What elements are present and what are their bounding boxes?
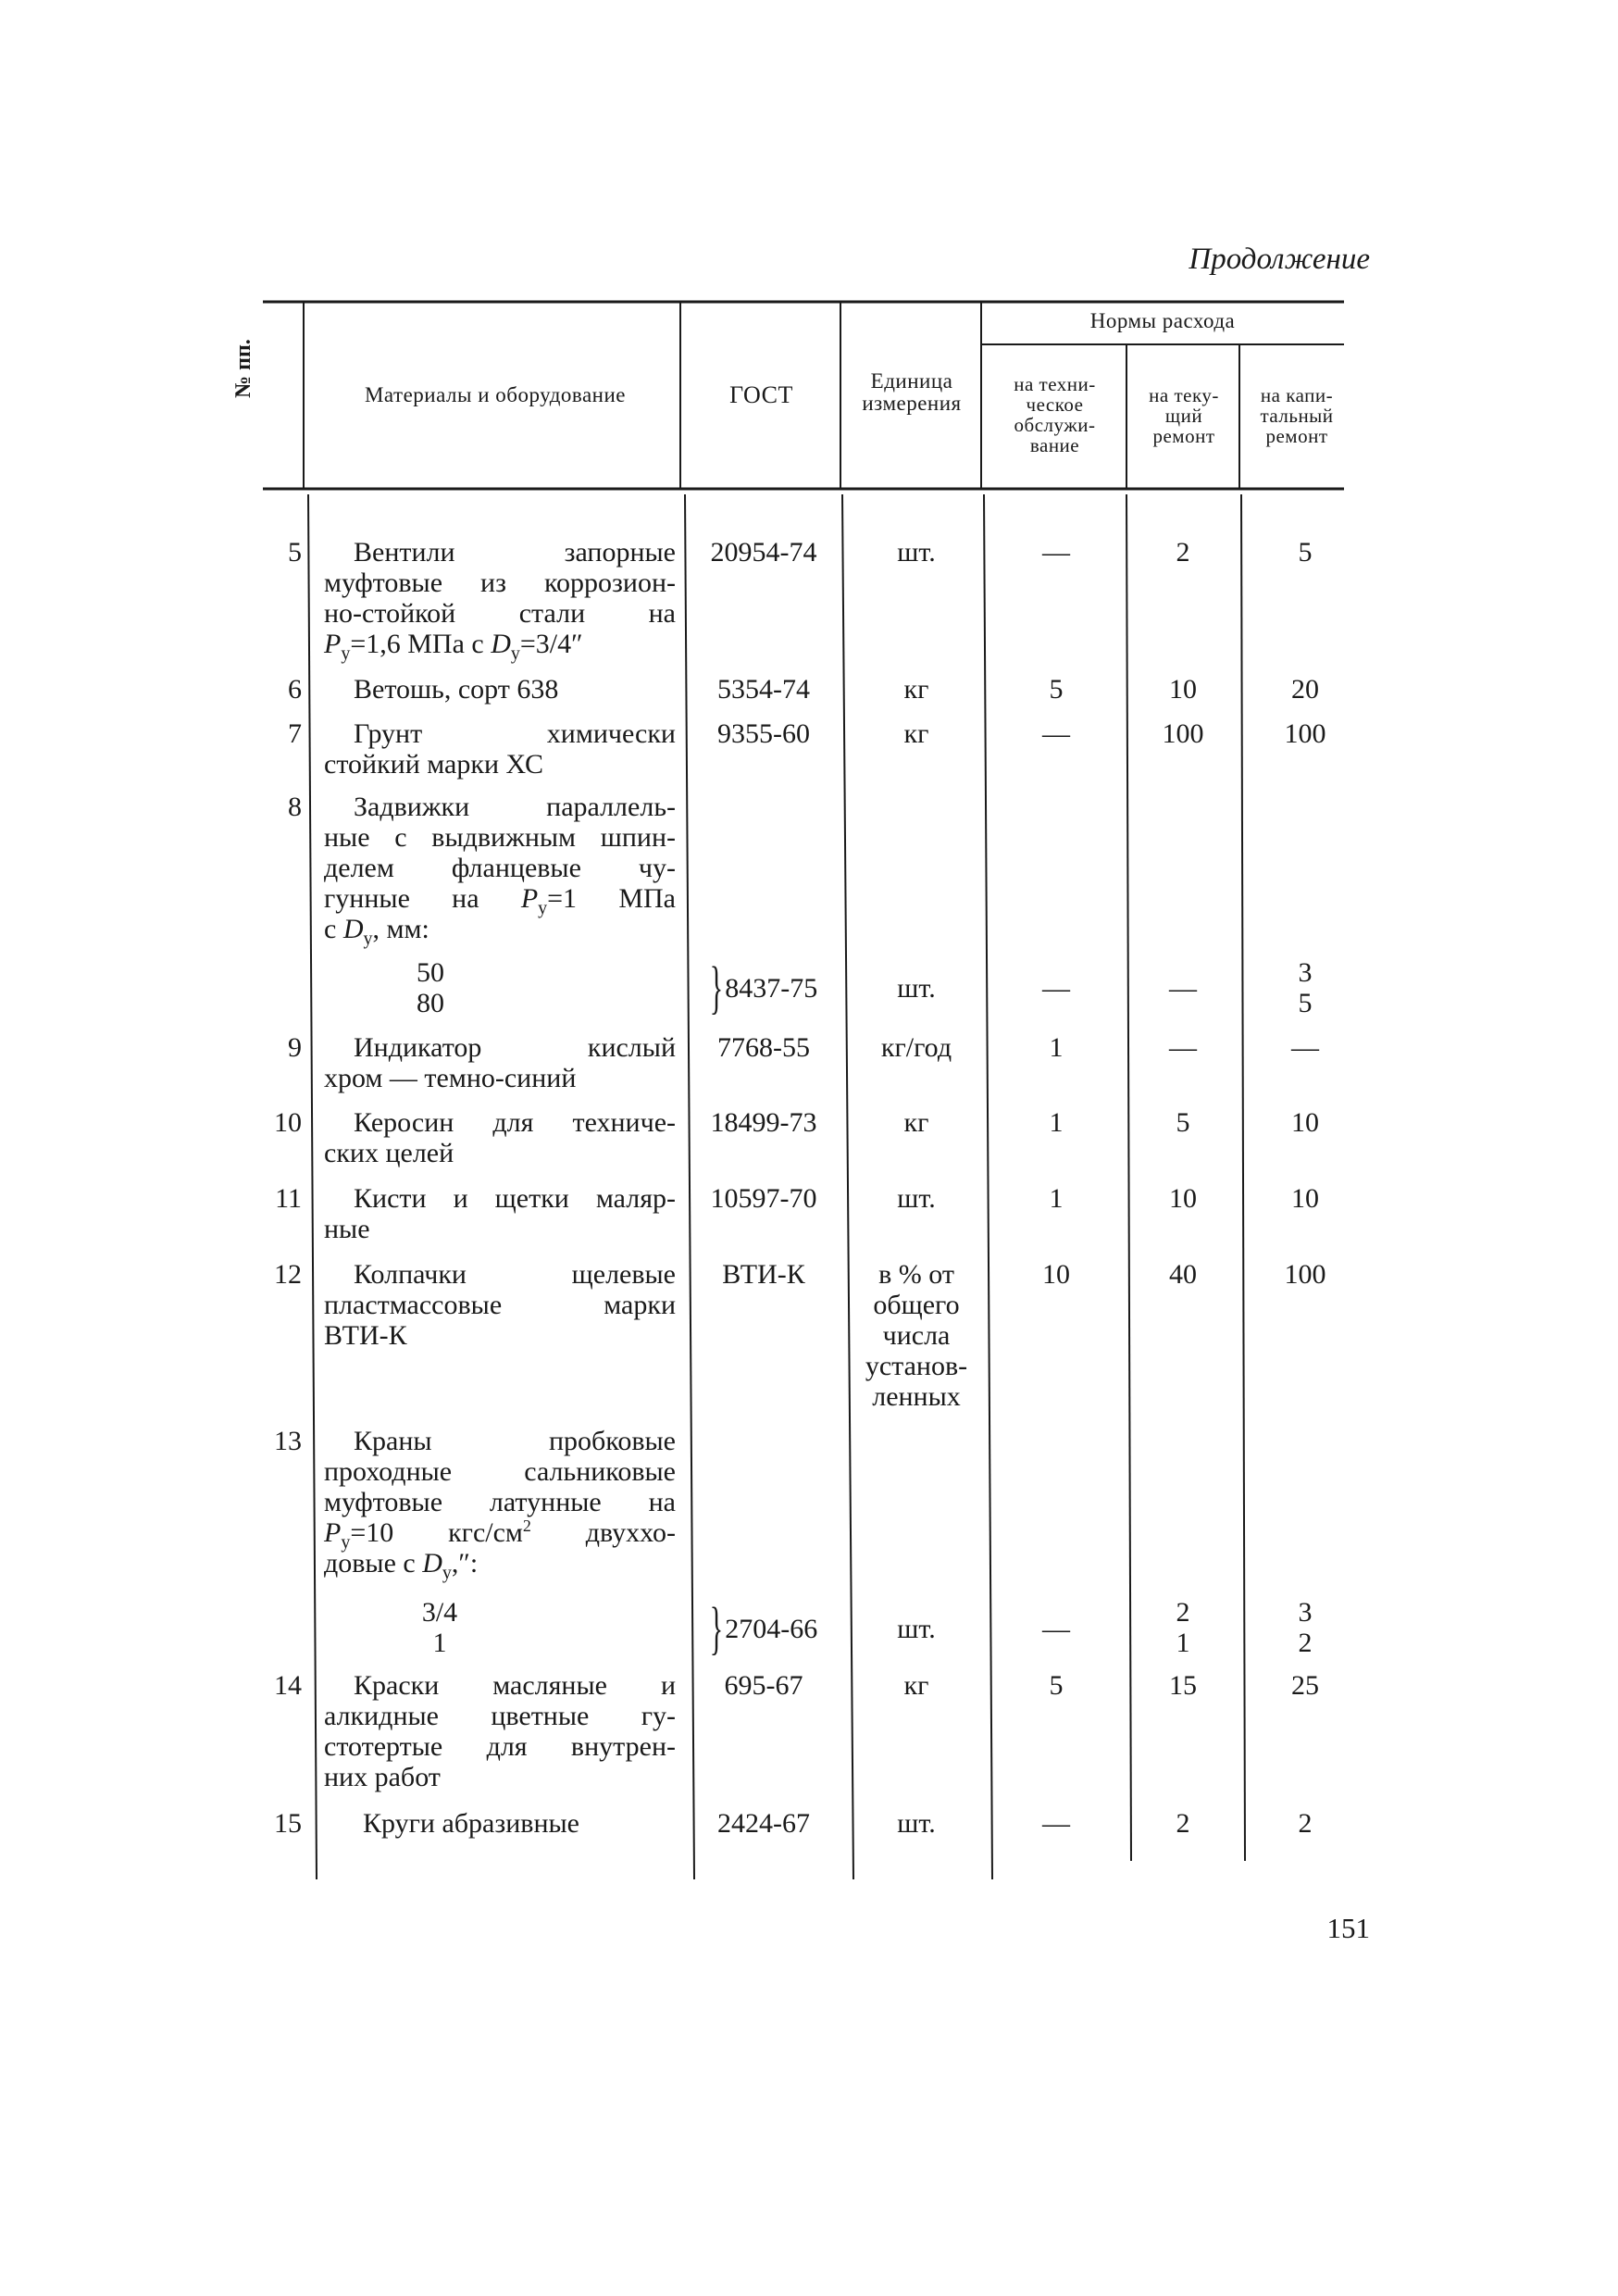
row-8-tech: —	[1042, 973, 1070, 1004]
row-14-capital: 25	[1291, 1670, 1319, 1701]
row-15-gost: 2424-67	[717, 1808, 810, 1839]
row-5-capital: 5	[1298, 537, 1313, 568]
row-10-material: Керосин для техниче- ских целей	[324, 1107, 676, 1168]
row-14-gost: 695-67	[724, 1670, 803, 1701]
row-7-material: Грунт химически стойкий марки ХС	[324, 718, 676, 780]
row-13-material: Краны пробковые проходные сальниковые муфтовые латунные на $P_у=10$ кгс/$см^2$ двуххо- довые с $D_у,''$:	[324, 1426, 676, 1583]
row-8-capital: 3 5	[1298, 957, 1313, 1018]
row-12-current: 40	[1169, 1259, 1197, 1290]
row-6-capital: 20	[1291, 674, 1319, 705]
row-6-gost: 5354-74	[717, 674, 810, 705]
row-12-unit: в % от общего числа установ- ленных	[865, 1259, 968, 1412]
row-6-material: Ветошь, сорт 638	[354, 674, 559, 705]
row-9-number: 9	[288, 1032, 302, 1063]
header-norms: Нормы расхода	[1089, 309, 1236, 332]
header-capital: на капи- тальный ремонт	[1260, 384, 1334, 447]
row-12-material: Колпачки щелевые пластмассовые марки ВТИ-К	[324, 1259, 676, 1351]
row-12-tech: 10	[1042, 1259, 1070, 1290]
header-materials: Материалы и оборудование	[364, 383, 627, 406]
row-10-current: 5	[1176, 1107, 1190, 1138]
header-current: на теку- щий ремонт	[1149, 384, 1219, 447]
row-7-tech: —	[1042, 718, 1070, 749]
row-13-tech: —	[1042, 1614, 1070, 1644]
row-15-number: 15	[274, 1808, 302, 1839]
row-13-gost: }2704-66	[709, 1596, 818, 1662]
row-11-material: Кисти и щетки маляр- ные	[324, 1183, 676, 1244]
row-7-number: 7	[288, 718, 302, 749]
row-5-current: 2	[1176, 537, 1190, 568]
header-number: № пп.	[231, 339, 255, 398]
row-14-current: 15	[1169, 1670, 1197, 1701]
row-6-tech: 5	[1049, 674, 1064, 705]
brace-icon: }	[709, 955, 724, 1021]
row-11-current: 10	[1169, 1183, 1197, 1214]
row-15-unit: шт.	[897, 1808, 936, 1839]
row-15-material: Круги абразивные	[363, 1808, 579, 1839]
row-6-number: 6	[288, 674, 302, 705]
continuation-label: Продолжение	[1189, 243, 1370, 276]
row-11-number: 11	[275, 1183, 302, 1214]
row-5-tech: —	[1042, 537, 1070, 568]
row-8-unit: шт.	[897, 973, 936, 1004]
row-9-current: —	[1169, 1032, 1197, 1063]
row-15-capital: 2	[1298, 1808, 1313, 1839]
row-13-current: 2 1	[1176, 1597, 1190, 1658]
row-8-sizes: 50 80	[417, 957, 444, 1018]
row-11-capital: 10	[1291, 1183, 1319, 1214]
page-number: 151	[1326, 1912, 1370, 1944]
row-8-number: 8	[288, 792, 302, 822]
row-14-material: Краски масляные и алкидные цветные гу- стотертые для внутрен- них работ	[324, 1670, 676, 1792]
row-11-tech: 1	[1049, 1183, 1064, 1214]
row-10-gost: 18499-73	[710, 1107, 817, 1138]
row-11-unit: шт.	[897, 1183, 936, 1214]
row-8-gost: }8437-75	[709, 955, 818, 1021]
row-15-current: 2	[1176, 1808, 1190, 1839]
row-7-capital: 100	[1284, 718, 1326, 749]
row-5-gost: 20954-74	[710, 537, 817, 568]
row-13-unit: шт.	[897, 1614, 936, 1644]
row-5-number: 5	[288, 537, 302, 568]
header-tech: на техни- ческое обслужи- вание	[1014, 373, 1096, 456]
row-9-material: Индикатор кислый хром — темно-синий	[324, 1032, 676, 1093]
row-7-gost: 9355-60	[717, 718, 810, 749]
row-11-gost: 10597-70	[710, 1183, 817, 1214]
row-15-tech: —	[1042, 1808, 1070, 1839]
row-14-number: 14	[274, 1670, 302, 1701]
row-10-unit: кг	[903, 1107, 929, 1138]
header-gost: ГОСТ	[729, 381, 793, 408]
row-9-capital: —	[1291, 1032, 1319, 1063]
row-8-material: Задвижки параллель- ные с выдвижным шпин- делем фланцевые чу- гунные на $P_у=1$ МПа с $D_у$, мм:	[324, 792, 676, 949]
row-13-capital: 3 2	[1298, 1597, 1313, 1658]
row-10-tech: 1	[1049, 1107, 1064, 1138]
row-6-unit: кг	[903, 674, 929, 705]
row-12-gost: ВТИ-К	[722, 1259, 805, 1290]
row-7-unit: кг	[903, 718, 929, 749]
row-14-unit: кг	[903, 1670, 929, 1701]
row-10-number: 10	[274, 1107, 302, 1138]
row-6-current: 10	[1169, 674, 1197, 705]
row-13-sizes: 3/4 1	[421, 1597, 458, 1658]
row-12-capital: 100	[1284, 1259, 1326, 1290]
row-5-material: Вентили запорные муфтовые из коррозион- но-стойкой стали на $P_у=1,6$ МПа с $D_у=3/4''$	[324, 537, 676, 664]
row-12-number: 12	[274, 1259, 302, 1290]
header-unit: Единица измерения	[862, 369, 962, 415]
row-5-unit: шт.	[897, 537, 936, 568]
row-9-unit: кг/год	[880, 1032, 952, 1063]
row-9-tech: 1	[1049, 1032, 1064, 1063]
row-14-tech: 5	[1049, 1670, 1064, 1701]
row-9-gost: 7768-55	[717, 1032, 810, 1063]
row-10-capital: 10	[1291, 1107, 1319, 1138]
brace-icon: }	[709, 1596, 724, 1662]
row-7-current: 100	[1162, 718, 1204, 749]
row-8-current: —	[1169, 973, 1197, 1004]
row-13-number: 13	[274, 1426, 302, 1456]
